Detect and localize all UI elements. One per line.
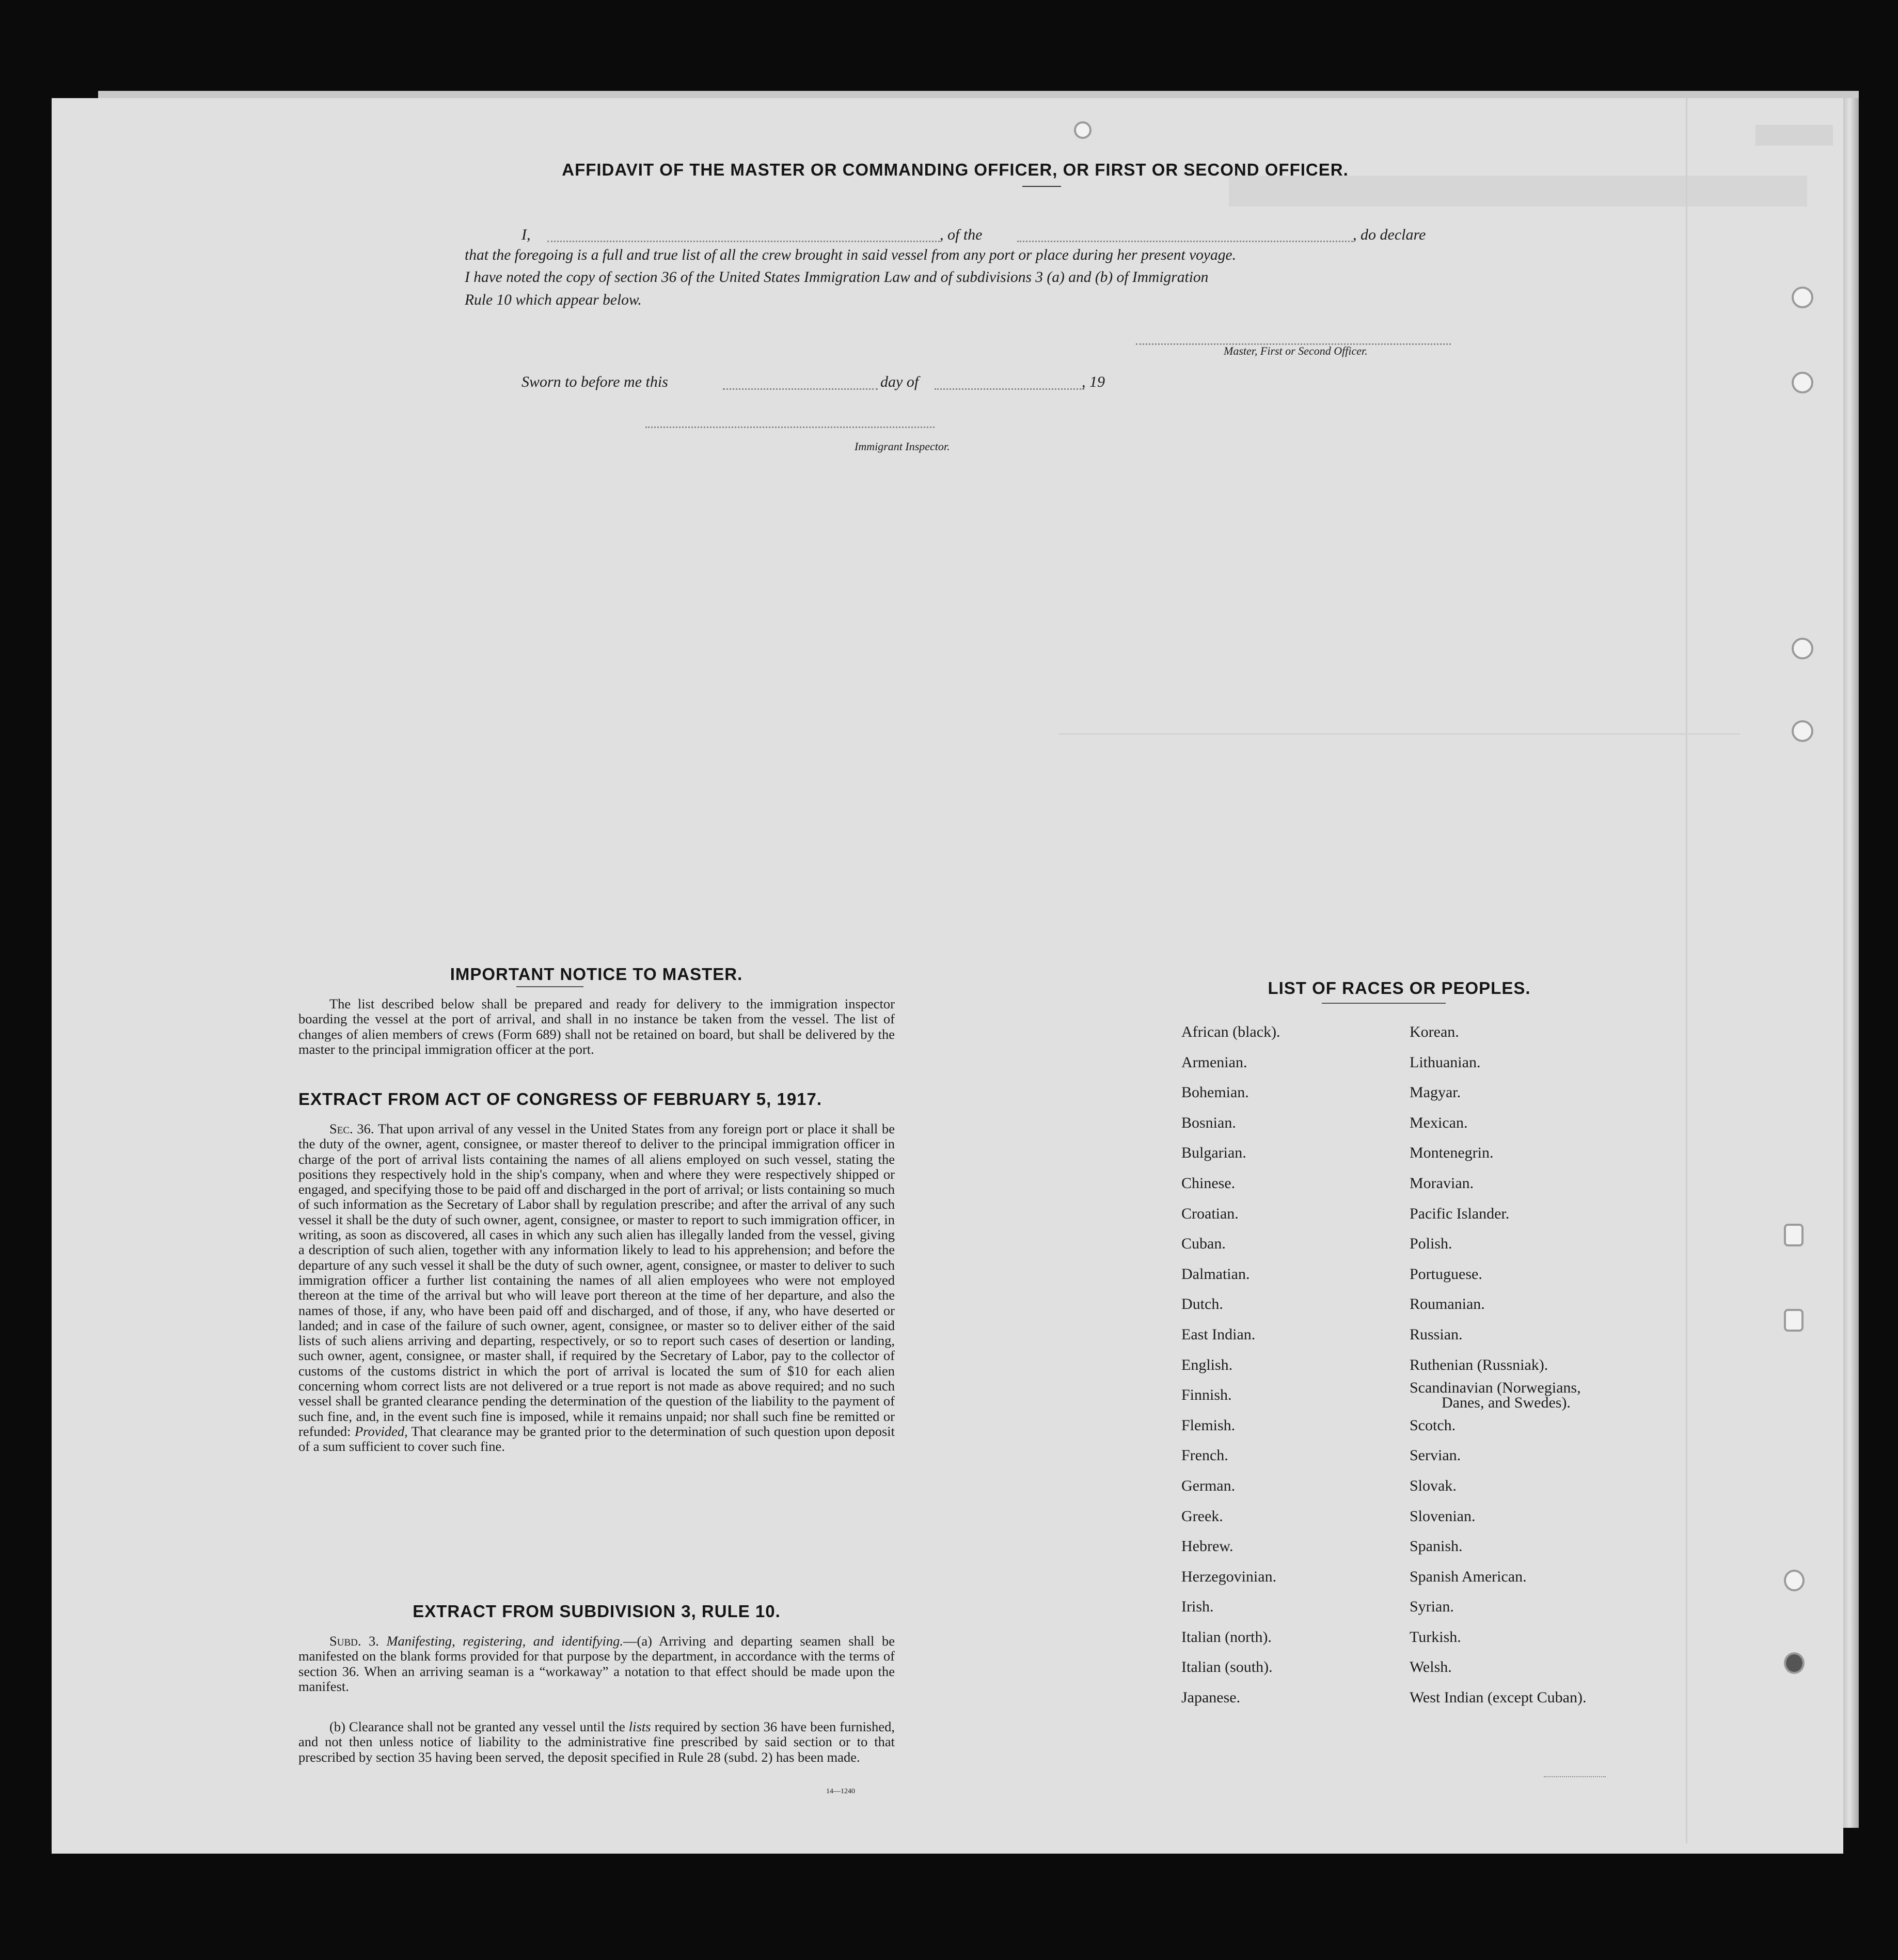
punch-hole [1784, 1224, 1804, 1246]
notice-title-rule [516, 986, 583, 987]
race-item: Mexican. [1410, 1114, 1468, 1131]
races-title: LIST OF RACES OR PEOPLES. [1268, 978, 1531, 998]
race-item: African (black). [1181, 1023, 1280, 1040]
race-item: Bohemian. [1181, 1084, 1249, 1101]
race-item: Greek. [1181, 1507, 1223, 1525]
race-item: Servian. [1410, 1447, 1461, 1464]
race-item: West Indian (except Cuban). [1410, 1689, 1587, 1706]
race-item: Dutch. [1181, 1295, 1223, 1313]
punch-hole [1784, 1570, 1805, 1591]
section-label: Sec. 36. [329, 1121, 374, 1136]
race-item: Scotch. [1410, 1416, 1456, 1434]
section-36-end: That clearance may be granted prior to the determination of such question upon deposit of a sum sufficient to cover such fine. [298, 1423, 895, 1455]
title-rule [1022, 186, 1061, 187]
race-item: Montenegrin. [1410, 1144, 1494, 1162]
sworn-label: Sworn to before me this [521, 373, 668, 390]
race-item: Syrian. [1410, 1598, 1454, 1616]
affidavit-declare-label: , do declare [1353, 226, 1426, 243]
race-item: Polish. [1410, 1235, 1452, 1253]
provided-label: Provided, [354, 1423, 408, 1439]
punch-hole [1074, 121, 1092, 139]
affidavit-line-4: Rule 10 which appear below. [465, 292, 642, 308]
race-item: Spanish American. [1410, 1568, 1527, 1585]
fold-line [1686, 98, 1687, 1843]
affidavit-title: AFFIDAVIT OF THE MASTER OR COMMANDING OFFICER, OR FIRST OR SECOND OFFICER. [562, 160, 1349, 179]
race-item: Portuguese. [1410, 1265, 1482, 1283]
subdivision-a-text [298, 1634, 895, 1694]
punch-hole [1792, 638, 1813, 659]
notice-title: IMPORTANT NOTICE TO MASTER. [450, 965, 743, 984]
races-left-column [1181, 1017, 1280, 1713]
race-item: Armenian. [1181, 1053, 1247, 1071]
race-item: Italian (south). [1181, 1658, 1273, 1676]
faint-dotted-mark [1544, 1776, 1606, 1777]
race-item: Bulgarian. [1181, 1144, 1246, 1162]
subd-b-post: required by section 36 have been furnished, and not then unless notice of liability to the administrative fine prescribed by said section or to that prescribed by section 35 having been served, the deposit specified in Rule 28 (subd. 2) has been made. [298, 1719, 895, 1765]
section-36-body: That upon arrival of any vessel in the United States from any foreign port or place it shall be the duty of the owner, agent, consignee, or master thereof to deliver to the principal immigration officer in charge of the port of arrival lists containing the names of all aliens employed on such vessel, stating the positions they respectively hold in the ship's company, when and where they were respectively shipped or engaged, and specifying those to be paid off and discharged in the port of arrival; or lists containing so much of such information as the Secretary of Labor shall by regulation prescribe; and after the arrival of any such vessel it shall be the duty of such owner, agent, consignee, or master to report to such immigration officer, in writing, as soon as discovered, all cases in which any such alien has illegally landed from the vessel, giving a description of such alien, together with any information likely to lead to his apprehension; and before the departure of any such vessel it shall be the duty of such owner, agent, consignee, or master to deliver to such immigration officer a further list containing the names of all alien employees who were not employed thereon at the time of the arrival but who will leave port thereon at the time of her departure, and also the names of those, if any, who have been paid off and discharged, and of those, if any, who have deserted or landed; and in case of the failure of such owner, agent, consignee, or master so to deliver either of the said lists of such aliens arriving and departing, respectively, or so to report such cases of desertion or landing, such owner, agent, consignee, or master shall, if required by the Secretary of Labor, pay to the collector of customs of the customs district in which the port of arrival is located the sum of $10 for each alien concerning whom correct lists are not delivered or a true report is not made as above required; and no such vessel shall be granted clearance pending the determination of the question of the liability to the payment of such fine, and, in the event such fine is imposed, while it remains unpaid; nor shall such fine be remitted or refunded: [298, 1121, 895, 1439]
bleed-through-corner [1755, 125, 1833, 146]
race-item: Herzegovinian. [1181, 1568, 1277, 1585]
subdivision-b-text [298, 1719, 895, 1765]
sworn-month-field[interactable] [935, 388, 1084, 390]
punch-hole [1792, 372, 1813, 393]
race-item: Welsh. [1410, 1658, 1452, 1676]
race-item: Roumanian. [1410, 1295, 1485, 1313]
race-item: Slovak. [1410, 1477, 1457, 1494]
race-item: Ruthenian (Russniak). [1410, 1356, 1548, 1373]
notice-text: The list described below shall be prepared and ready for delivery to the immigration inspector boarding the vessel at the port of arrival, and shall in no instance be taken from the vessel. The list of changes of alien members of crews (Form 689) shall not be retained on board, but shall be delivered by the master to the principal immigration officer at the port. [298, 996, 895, 1057]
punch-hole [1784, 1652, 1805, 1674]
extract-act-title: EXTRACT FROM ACT OF CONGRESS OF FEBRUARY 5, 1917. [298, 1089, 823, 1109]
race-scandinavian: Scandinavian (Norwegians, [1410, 1379, 1581, 1397]
race-item: French. [1181, 1447, 1228, 1464]
race-item: Moravian. [1410, 1174, 1474, 1192]
extract-rule-title: EXTRACT FROM SUBDIVISION 3, RULE 10. [413, 1602, 781, 1621]
race-item: German. [1181, 1477, 1236, 1494]
section-36-text [298, 1121, 895, 1455]
races-right-column [1410, 1017, 1586, 1713]
race-item [1410, 1380, 1586, 1411]
race-item: East Indian. [1181, 1325, 1256, 1343]
races-title-rule [1322, 1003, 1446, 1004]
subd-label: Subd. 3. [329, 1633, 379, 1649]
declarant-name-field[interactable] [547, 241, 940, 242]
race-item: Hebrew. [1181, 1538, 1233, 1555]
vessel-name-field[interactable] [1017, 241, 1353, 242]
race-item: Japanese. [1181, 1689, 1241, 1706]
race-item: Lithuanian. [1410, 1053, 1481, 1071]
race-item: Pacific Islander. [1410, 1205, 1510, 1222]
race-item: Flemish. [1181, 1416, 1236, 1434]
form-number: 14—1240 [826, 1788, 855, 1795]
race-item: Magyar. [1410, 1084, 1461, 1101]
race-item: Irish. [1181, 1598, 1214, 1616]
race-item: Korean. [1410, 1023, 1459, 1040]
race-item: Cuban. [1181, 1235, 1226, 1253]
faint-rule [1058, 733, 1740, 735]
race-item: Turkish. [1410, 1628, 1461, 1646]
inspector-signature-field[interactable] [645, 426, 935, 428]
subd-b-pre: (b) Clearance shall not be granted any vessel until the [329, 1719, 625, 1734]
sworn-day-label: day of [880, 373, 919, 390]
subd-heading: Manifesting, registering, and identifying. [386, 1633, 624, 1649]
sworn-date-field[interactable] [723, 388, 878, 390]
race-scandinavian-cont: Danes, and Swedes). [1442, 1394, 1571, 1412]
race-item: Italian (north). [1181, 1628, 1272, 1646]
affidavit-line-3: I have noted the copy of section 36 of the United States Immigration Law and of subdivisions 3 (a) and (b) of Immigration [465, 269, 1209, 286]
punch-hole [1792, 720, 1813, 742]
race-item: Bosnian. [1181, 1114, 1236, 1131]
subd-b-lists: lists [628, 1719, 651, 1734]
race-item: Spanish. [1410, 1538, 1463, 1555]
master-signature-caption: Master, First or Second Officer. [1224, 344, 1368, 357]
punch-hole [1792, 287, 1813, 308]
race-item: Chinese. [1181, 1174, 1236, 1192]
race-item: Croatian. [1181, 1205, 1239, 1222]
bleed-through-header [1229, 176, 1807, 207]
affidavit-declarant-label: I, [521, 226, 531, 243]
race-item: Russian. [1410, 1325, 1463, 1343]
affidavit-line-2: that the foregoing is a full and true list of all the crew brought in said vessel from any port or place during her present voyage. [465, 247, 1236, 263]
race-item: English. [1181, 1356, 1233, 1373]
race-item: Finnish. [1181, 1386, 1232, 1404]
inspector-signature-caption: Immigrant Inspector. [855, 440, 950, 453]
affidavit-vessel-label: , of the [940, 226, 983, 243]
sworn-year-label: , 19 [1082, 373, 1105, 390]
race-item: Slovenian. [1410, 1507, 1476, 1525]
subd-a-body: —(a) Arriving and departing seamen shall be manifested on the blank forms provided for that purpose by the department, in accordance with the terms of section 36. When an arriving seaman is a “workaway” a notation to that effect should be made upon the manifest. [298, 1633, 895, 1694]
race-item: Dalmatian. [1181, 1265, 1250, 1283]
punch-hole [1784, 1309, 1804, 1332]
